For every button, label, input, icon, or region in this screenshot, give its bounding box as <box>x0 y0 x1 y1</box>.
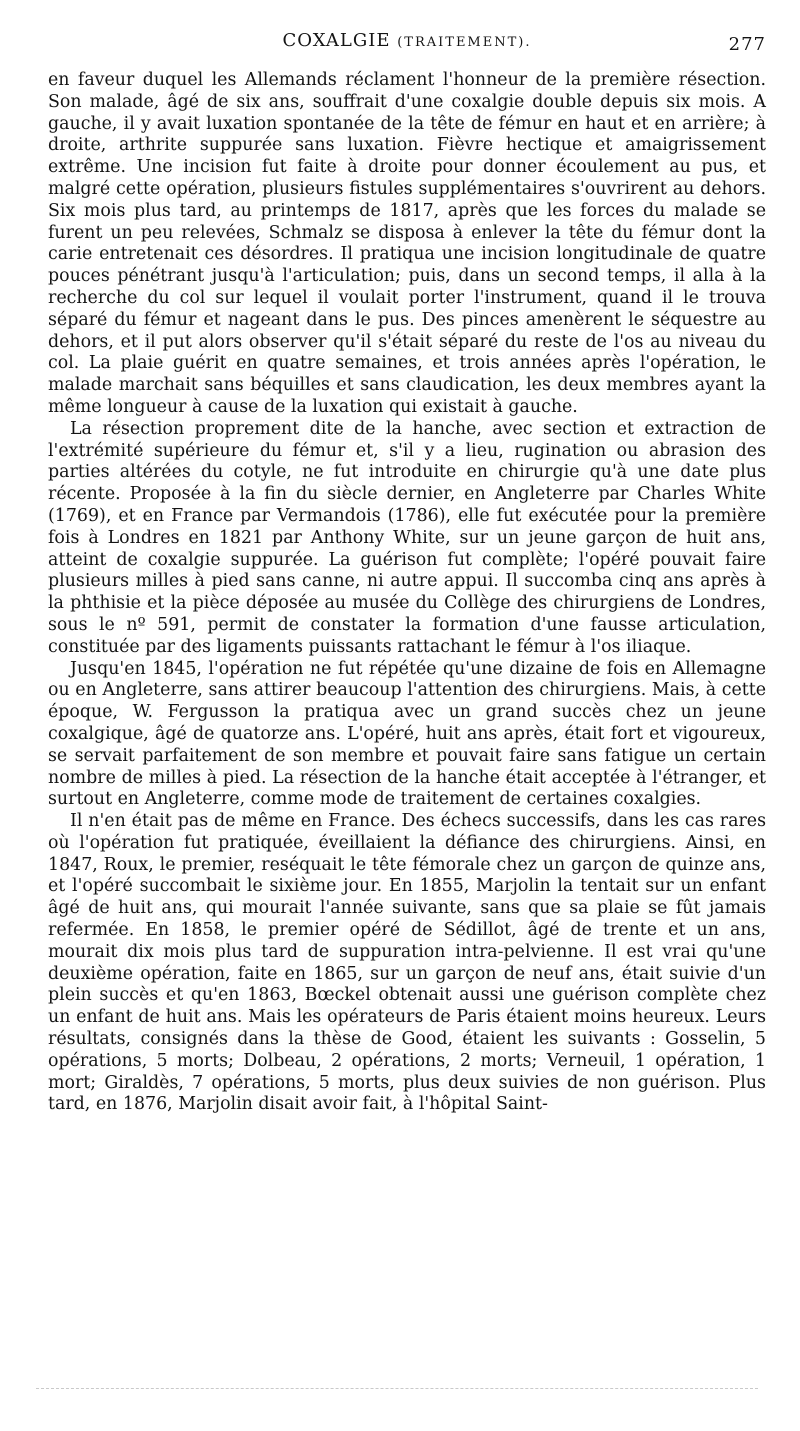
running-head <box>48 30 766 60</box>
paragraph: Il n'en était pas de même en France. Des échecs successifs, dans les cas rares où l'opération fut pratiquée, éveillaient la défiance des chirurgiens. Ainsi, en 1847, Roux, le premier, reséquait le tête fémorale chez un garçon de quinze ans, et l'opéré succombait le sixième jour. En 1855, Marjolin la tentait sur un enfant âgé de huit ans, qui mourait l'année suivante, sans que sa plaie se fût jamais refermée. En 1858, le premier opéré de Sédillot, âgé de trente et un ans, mourait dix mois plus tard de suppuration intra-pelvienne. Il est vrai qu'une deuxième opération, faite en 1865, sur un garçon de neuf ans, était suivie d'un plein succès et qu'en 1863, Bœckel obtenait aussi une guérison complète chez un enfant de huit ans. Mais les opérateurs de Paris étaient moins heureux. Leurs résultats, consignés dans la thèse de Good, étaient les suivants : Gosselin, 5 opérations, 5 morts; Dolbeau, 2 opérations, 2 morts; Verneuil, 1 opération, 1 mort; Giraldès, 7 opérations, 5 morts, plus deux suivies de non guérison. Plus tard, en 1876, Marjolin disait avoir fait, à l'hôpital Saint- <box>48 811 766 1115</box>
paragraph-continued: en faveur duquel les Allemands réclament l'honneur de la première résection. Son malade, âgé de six ans, souffrait d'une coxalgie double depuis six mois. A gauche, il y avait luxation spontanée de la tête de fémur en haut et en arrière; à droite, arthrite suppurée sans luxation. Fièvre hectique et amaigrissement extrême. Une incision fut faite à droite pour donner écoulement au pus, et malgré cette opération, plusieurs fistules supplémentaires s'ouvrirent au dehors. Six mois plus tard, au printemps de 1817, après que les forces du malade se furent un peu relevées, Schmalz se disposa à enlever la tête du fémur dont la carie entretenait ces désordres. Il pratiqua une incision longitudinale de quatre pouces pénétrant jusqu'à l'articulation; puis, dans un second temps, il alla à la recherche du col sur lequel il voulait porter l'instrument, quand il le trouva séparé du fémur et nageant dans le pus. Des pinces amenèrent le séquestre au dehors, et il put alors observer qu'il s'était séparé du reste de l'os au niveau du col. La plaie guérit en quatre semaines, et trois années après l'opération, le malade marchait sans béquilles et sans claudication, les deux membres ayant la même longueur à cause de la luxation qui existait à gauche. <box>48 70 766 417</box>
running-title: COXALGIE <box>282 30 391 51</box>
footer-rule <box>36 1388 758 1389</box>
paragraph: Jusqu'en 1845, l'opération ne fut répétée qu'une dizaine de fois en Allemagne ou en Angleterre, sans attirer beaucoup l'attention des chirurgiens. Mais, à cette époque, W. Fergusson la pratiqua avec un grand succès chez un jeune coxalgique, âgé de quatorze ans. L'opéré, huit ans après, était fort et vigoureux, se servait parfaitement de son membre et pouvait faire sans fatigue un certain nombre de milles à pied. La résection de la hanche était acceptée à l'étranger, et surtout en Angleterre, comme mode de traitement de certaines coxalgies. <box>48 658 766 810</box>
body-text <box>48 70 766 1116</box>
page-number: 277 <box>728 34 766 55</box>
paragraph: La résection proprement dite de la hanche, avec section et extraction de l'extrémité supérieure du fémur et, s'il y a lieu, rugination ou abrasion des parties altérées du cotyle, ne fut introduite en chirurgie qu'à une date plus récente. Proposée à la fin du siècle dernier, en Angleterre par Charles White (1769), et en France par Vermandois (1786), elle fut exécutée pour la première fois à Londres en 1821 par Anthony White, sur un jeune garçon de huit ans, atteint de coxalgie suppurée. La guérison fut complète; l'opéré pouvait faire plusieurs milles à pied sans canne, ni autre appui. Il succomba cinq ans après à la phthisie et la pièce déposée au musée du Collège des chirurgiens de Londres, sous le nº 591, permit de constater la formation d'une fausse articulation, constituée par des ligaments puissants rattachant le fémur à l'os iliaque. <box>48 418 766 657</box>
running-subtitle: (TRAITEMENT). <box>397 35 532 50</box>
